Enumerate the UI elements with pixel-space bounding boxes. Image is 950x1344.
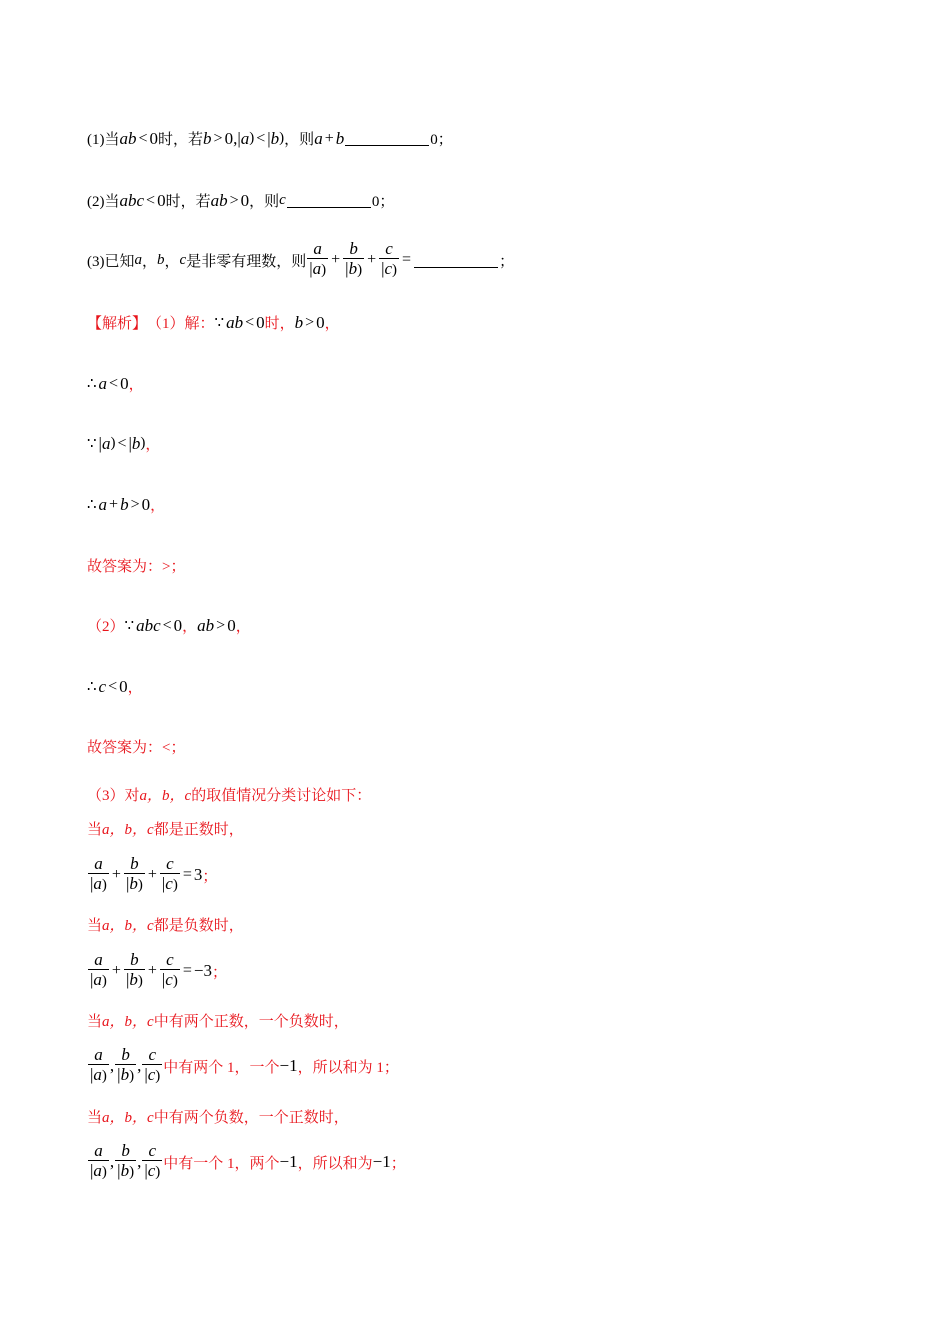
part1-intro: （1）解：: [147, 316, 215, 332]
q1-op2: >: [213, 129, 223, 147]
frac-num: a: [94, 1045, 103, 1064]
frac-num: a: [94, 950, 103, 969]
frac-den: |b): [125, 874, 143, 893]
case3-label: [87, 1010, 349, 1031]
fraction: [124, 951, 145, 991]
equals-sign: =: [182, 866, 192, 883]
q1-op: <: [138, 129, 148, 147]
comma: ，: [324, 316, 340, 332]
op: >: [305, 313, 315, 331]
solution-part1-line4: [87, 494, 165, 515]
frac-den: |b): [117, 1161, 135, 1180]
q1-cond2: b: [203, 128, 212, 148]
q2-var: c: [279, 192, 286, 208]
text: 的取值情况分类讨论如下：: [191, 788, 372, 804]
because-symbol: ∵: [124, 618, 135, 634]
plus-sign: +: [147, 866, 157, 883]
q2-val: 0: [157, 190, 166, 210]
q1-abs-b: b: [270, 128, 280, 148]
case4-label: [87, 1106, 349, 1127]
q3-a: a: [134, 251, 142, 268]
semicolon: ；: [390, 1155, 406, 1172]
frac-den: |b): [125, 970, 143, 989]
q1-val2: 0: [224, 128, 234, 148]
q2-tail: 0；: [371, 194, 395, 210]
frac-den: |a): [90, 1065, 107, 1084]
op: +: [109, 495, 119, 513]
frac-den: |c): [161, 874, 178, 893]
val: 0: [141, 494, 151, 514]
therefore-symbol: ∴: [87, 376, 97, 392]
op: <: [109, 374, 119, 392]
abs-bar: ): [110, 435, 116, 451]
val: 0: [120, 373, 129, 393]
q1-then: ，则: [284, 132, 315, 148]
comma: ,: [109, 1152, 115, 1171]
abs-bar: ): [279, 130, 285, 146]
frac-num: c: [148, 1141, 157, 1160]
q1-tail: 0；: [430, 132, 453, 148]
comma: ，: [127, 680, 143, 696]
abs-bar: |: [128, 433, 132, 453]
question-3: [87, 240, 514, 280]
expr: abc: [136, 615, 161, 635]
part1-answer: 故答案为：>；: [87, 559, 186, 575]
neg-one: −1: [279, 1056, 298, 1075]
part3-intro: [87, 784, 371, 805]
case2-label: [87, 914, 244, 935]
val: 0: [119, 676, 128, 696]
frac-num: b: [130, 854, 139, 873]
because-symbol: ∵: [214, 315, 225, 331]
q3-b: b: [157, 251, 165, 268]
text: 都是负数时，: [153, 918, 244, 934]
case4-text: 中有一个 1，两个: [163, 1155, 280, 1172]
q3-comma: ，: [142, 253, 158, 270]
fraction: [142, 1142, 162, 1182]
fraction: [343, 240, 364, 280]
case2-result: −3: [193, 961, 212, 980]
frac-den: |c): [161, 970, 178, 989]
case3-text: ，所以和为 1；: [297, 1059, 399, 1076]
abs-bar: ): [140, 435, 146, 451]
expr: b: [120, 494, 129, 514]
frac-num: b: [349, 239, 358, 258]
q2-op2: >: [229, 191, 239, 209]
solution-part1-line3: [87, 433, 160, 454]
equals-sign: =: [402, 251, 412, 268]
case1-result: 3: [193, 865, 203, 884]
comma: ,: [137, 1056, 142, 1075]
val: 0: [227, 615, 236, 635]
q3-prefix: (3)已知: [87, 253, 135, 270]
fraction: [307, 240, 328, 280]
frac-den: |c): [144, 1065, 161, 1084]
q1-cond1: ab: [119, 128, 137, 148]
frac-den: |c): [144, 1161, 161, 1180]
case1-label: [87, 818, 244, 839]
q2-val2: 0: [240, 190, 250, 210]
therefore-symbol: ∴: [87, 497, 97, 513]
frac-num: c: [385, 239, 393, 258]
answer-blank-2[interactable]: [287, 193, 371, 208]
op: >: [130, 495, 140, 513]
frac-num: b: [121, 1045, 130, 1064]
text: （3）对: [87, 788, 140, 804]
answer-blank-1[interactable]: [345, 131, 429, 146]
val: 0: [316, 312, 325, 332]
semicolon: ；: [202, 868, 218, 885]
abs-bar: |: [98, 433, 102, 453]
solution-part2-line2: [87, 676, 143, 697]
q1-lt: <: [256, 129, 266, 147]
op: <: [108, 677, 118, 695]
fraction: [142, 1046, 162, 1086]
frac-den: |c): [381, 259, 398, 278]
vars: a，b，c: [102, 1014, 154, 1030]
frac-num: c: [166, 950, 174, 969]
q1-val: 0: [149, 128, 159, 148]
vars: a，b，c: [139, 788, 192, 804]
frac-num: a: [94, 854, 103, 873]
op: <: [162, 616, 172, 634]
q2-cond1: abc: [119, 190, 145, 210]
equals-sign: =: [182, 962, 192, 979]
frac-den: |a): [90, 970, 107, 989]
val: 0: [173, 615, 183, 635]
frac-num: b: [130, 950, 139, 969]
case2-formula: [87, 951, 227, 991]
q1-plus: +: [324, 129, 334, 147]
abs-bar: ): [249, 130, 255, 146]
op: <: [117, 434, 127, 452]
frac-num: b: [121, 1141, 130, 1160]
part2-answer: 故答案为：<；: [87, 740, 186, 756]
plus-sign: +: [111, 962, 121, 979]
frac-den: |a): [90, 1161, 107, 1180]
comma: ，: [182, 619, 198, 635]
q1-expr-a: a: [314, 128, 323, 148]
plus-sign: +: [367, 251, 377, 268]
answer-blank-3[interactable]: [414, 253, 498, 268]
case3-formula: [87, 1046, 399, 1086]
q2-cond2: ab: [210, 190, 228, 210]
text: 当: [87, 918, 103, 934]
q3-tail: ；: [499, 253, 515, 270]
expr: a: [98, 373, 108, 393]
comma: ，: [145, 437, 161, 453]
plus-sign: +: [331, 251, 341, 268]
neg-one: −1: [279, 1152, 298, 1171]
solution-label: 【解析】: [87, 316, 148, 332]
semicolon: ；: [211, 964, 227, 981]
q3-text: 是非零有理数，则: [186, 253, 307, 270]
case3-text: 中有两个 1，一个: [163, 1059, 280, 1076]
text: 中有两个负数，一个正数时，: [153, 1110, 349, 1126]
case4-text: ，所以和为: [297, 1155, 373, 1172]
q2-prefix: (2)当: [87, 194, 120, 210]
expr: b: [131, 433, 141, 453]
q3-comma: ，: [164, 253, 180, 270]
plus-sign: +: [111, 866, 121, 883]
vars: a，b，c: [102, 1110, 154, 1126]
op: >: [216, 616, 226, 634]
q1-abs-a: a: [240, 128, 250, 148]
comma: ，: [128, 377, 144, 393]
frac-den: |a): [309, 259, 327, 278]
solution-part2-line1: [87, 615, 251, 636]
val: 0: [256, 312, 265, 332]
question-2: [87, 190, 394, 211]
fraction: [88, 1142, 109, 1182]
expr: ab: [226, 312, 244, 332]
frac-num: c: [166, 854, 174, 873]
fraction: [88, 1046, 109, 1086]
text: 时，: [264, 316, 295, 332]
q1-prefix: (1)当: [87, 132, 120, 148]
because-symbol: ∵: [87, 436, 97, 452]
expr: b: [294, 312, 304, 332]
fraction: [115, 1046, 136, 1086]
q1-expr-b: b: [335, 128, 345, 148]
q3-c: c: [179, 251, 187, 268]
expr: ab: [197, 615, 215, 635]
fraction: [379, 240, 399, 280]
text: 中有两个正数，一个负数时，: [153, 1014, 349, 1030]
text: 都是正数时，: [153, 822, 244, 838]
q2-mid: 时，若: [165, 194, 211, 210]
case1-formula: [87, 855, 217, 895]
frac-den: |b): [117, 1065, 135, 1084]
frac-num: a: [94, 1141, 103, 1160]
op: <: [245, 313, 255, 331]
q1-mid: 时，若: [158, 132, 204, 148]
solution-part1-line2: [87, 373, 144, 394]
frac-den: |b): [345, 259, 363, 278]
q1-sep: ,: [233, 128, 238, 148]
fraction: [88, 855, 109, 895]
comma: ,: [109, 1056, 115, 1075]
frac-num: c: [148, 1045, 157, 1064]
fraction: [160, 855, 180, 895]
frac-den: |a): [90, 874, 107, 893]
abs-bar: |: [237, 128, 241, 148]
case4-formula: [87, 1142, 406, 1182]
expr: a: [101, 433, 111, 453]
fraction: [88, 951, 109, 991]
vars: a，b，c: [102, 822, 154, 838]
q2-op: <: [146, 191, 156, 209]
fraction: [124, 855, 145, 895]
comma: ，: [235, 619, 251, 635]
text: 当: [87, 1014, 103, 1030]
q2-then: ，则: [249, 194, 280, 210]
fraction: [160, 951, 180, 991]
vars: a，b，c: [102, 918, 154, 934]
frac-num: a: [313, 239, 322, 258]
solution-part1-line1: [87, 312, 340, 333]
plus-sign: +: [147, 962, 157, 979]
comma: ,: [137, 1152, 142, 1171]
question-1: [87, 128, 453, 149]
expr: c: [98, 676, 107, 696]
therefore-symbol: ∴: [87, 679, 97, 695]
fraction: [115, 1142, 136, 1182]
comma: ，: [150, 498, 166, 514]
neg-one: −1: [372, 1152, 391, 1171]
text: 当: [87, 1110, 103, 1126]
expr: a: [98, 494, 108, 514]
abs-bar: |: [267, 128, 271, 148]
part2-intro: （2）: [87, 619, 125, 635]
text: 当: [87, 822, 103, 838]
